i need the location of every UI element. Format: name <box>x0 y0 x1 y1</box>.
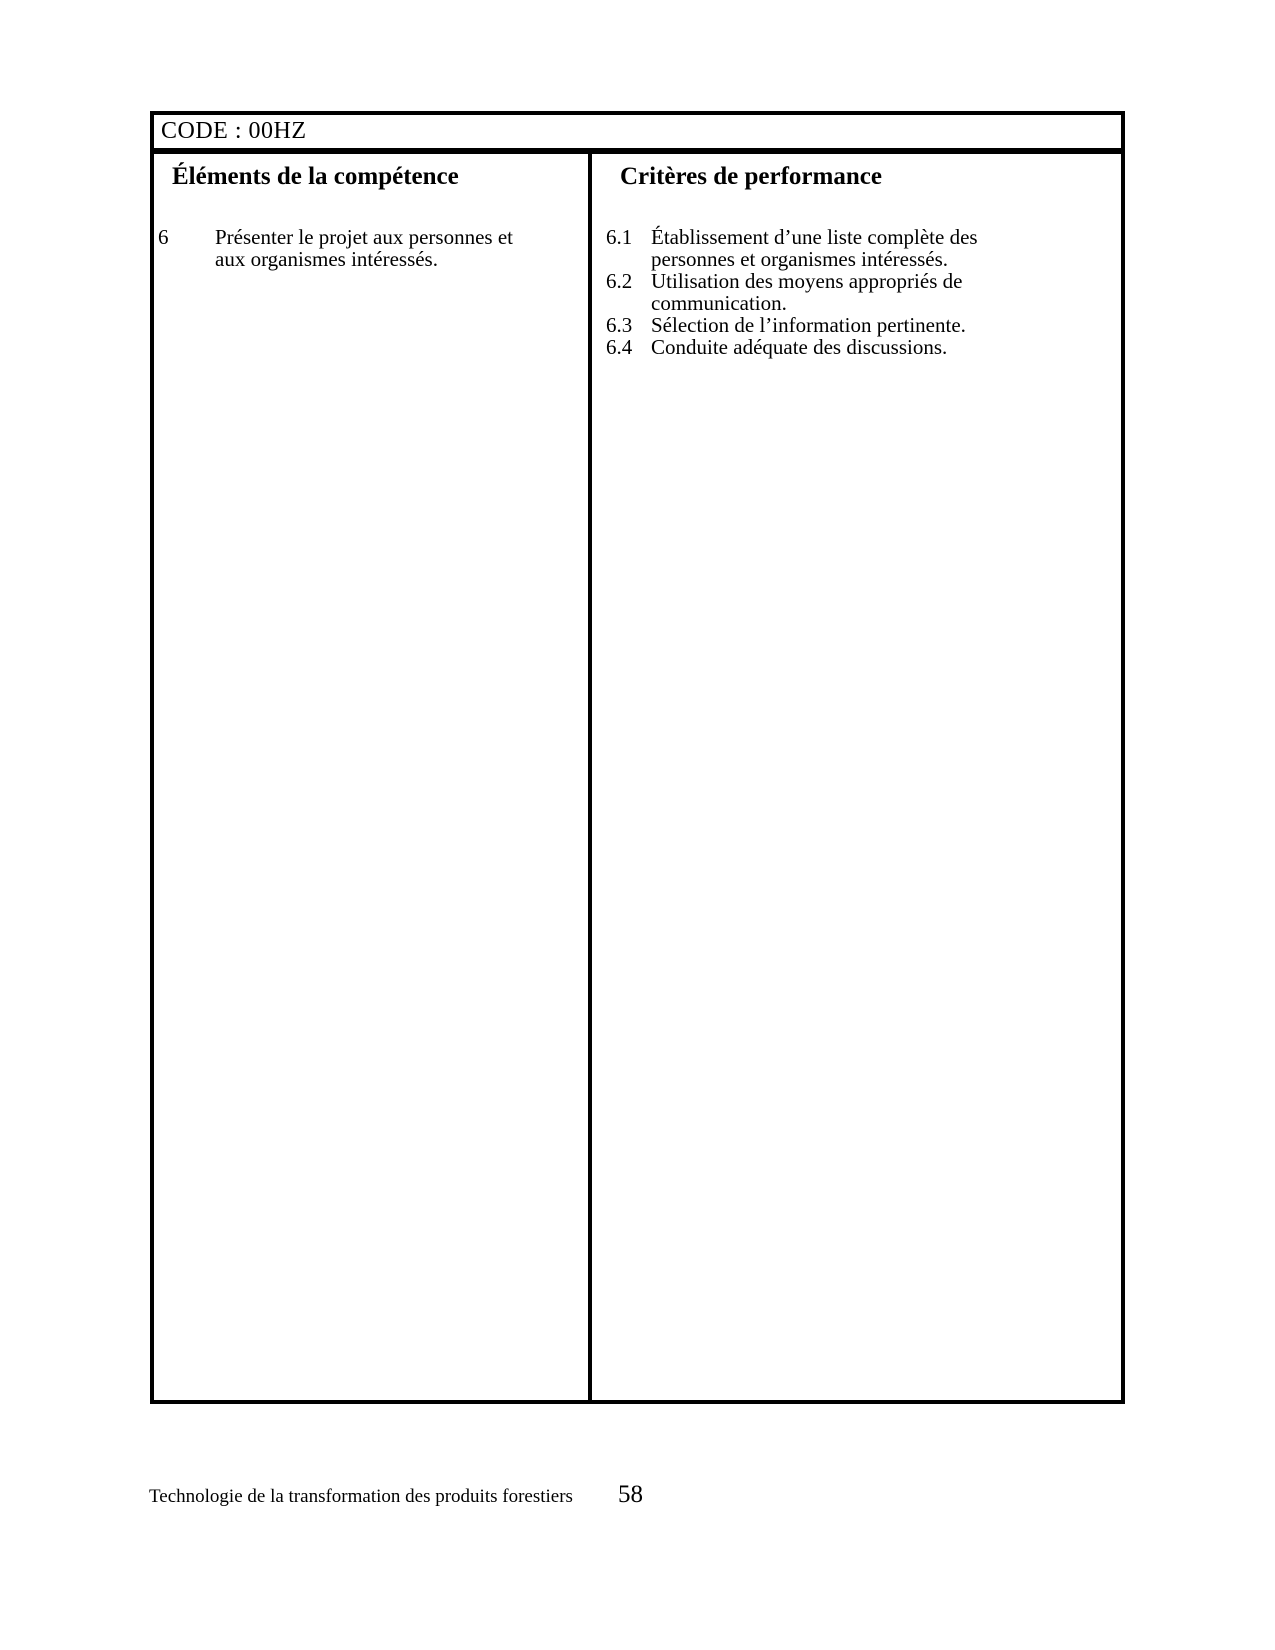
competency-table <box>150 111 1125 1404</box>
criteria-column-header: Critères de performance <box>620 163 882 190</box>
text-line: personnes et organismes intéressés. <box>651 247 949 271</box>
elements-column <box>154 154 588 1400</box>
criterion-number: 6.4 <box>606 335 633 359</box>
text-line: Établissement d’une liste complète des <box>651 225 978 249</box>
criterion-number: 6.1 <box>606 225 633 249</box>
criterion-text <box>651 226 1121 270</box>
text-line: Conduite adéquate des discussions. <box>651 335 948 359</box>
code-header-row <box>154 115 1121 154</box>
criterion-item <box>606 226 1121 270</box>
text-line: Sélection de l’information pertinente. <box>651 313 966 337</box>
criterion-item <box>606 336 1121 358</box>
footer-title: Technologie de la transformation des produits forestiers <box>149 1486 573 1507</box>
elements-list <box>154 226 588 270</box>
text-line: Utilisation des moyens appropriés de <box>651 269 963 293</box>
criterion-item <box>606 270 1121 314</box>
element-text <box>215 226 588 270</box>
element-item <box>158 226 588 270</box>
text-line: Présenter le projet aux personnes et <box>215 225 513 249</box>
criterion-text <box>651 270 1121 314</box>
criterion-text <box>651 336 1121 358</box>
code-label: CODE : 00HZ <box>161 118 307 144</box>
criterion-number: 6.2 <box>606 269 633 293</box>
text-line: communication. <box>651 291 787 315</box>
criterion-number: 6.3 <box>606 313 633 337</box>
criterion-item <box>606 314 1121 336</box>
criterion-text <box>651 314 1121 336</box>
element-number: 6 <box>158 225 169 249</box>
page-number: 58 <box>617 1481 643 1508</box>
criteria-list <box>592 226 1121 358</box>
elements-column-header: Éléments de la compétence <box>172 163 459 190</box>
criteria-column <box>592 154 1121 1400</box>
page-footer <box>149 1481 643 1509</box>
table-columns <box>154 154 1121 1400</box>
text-line: aux organismes intéressés. <box>215 247 438 271</box>
